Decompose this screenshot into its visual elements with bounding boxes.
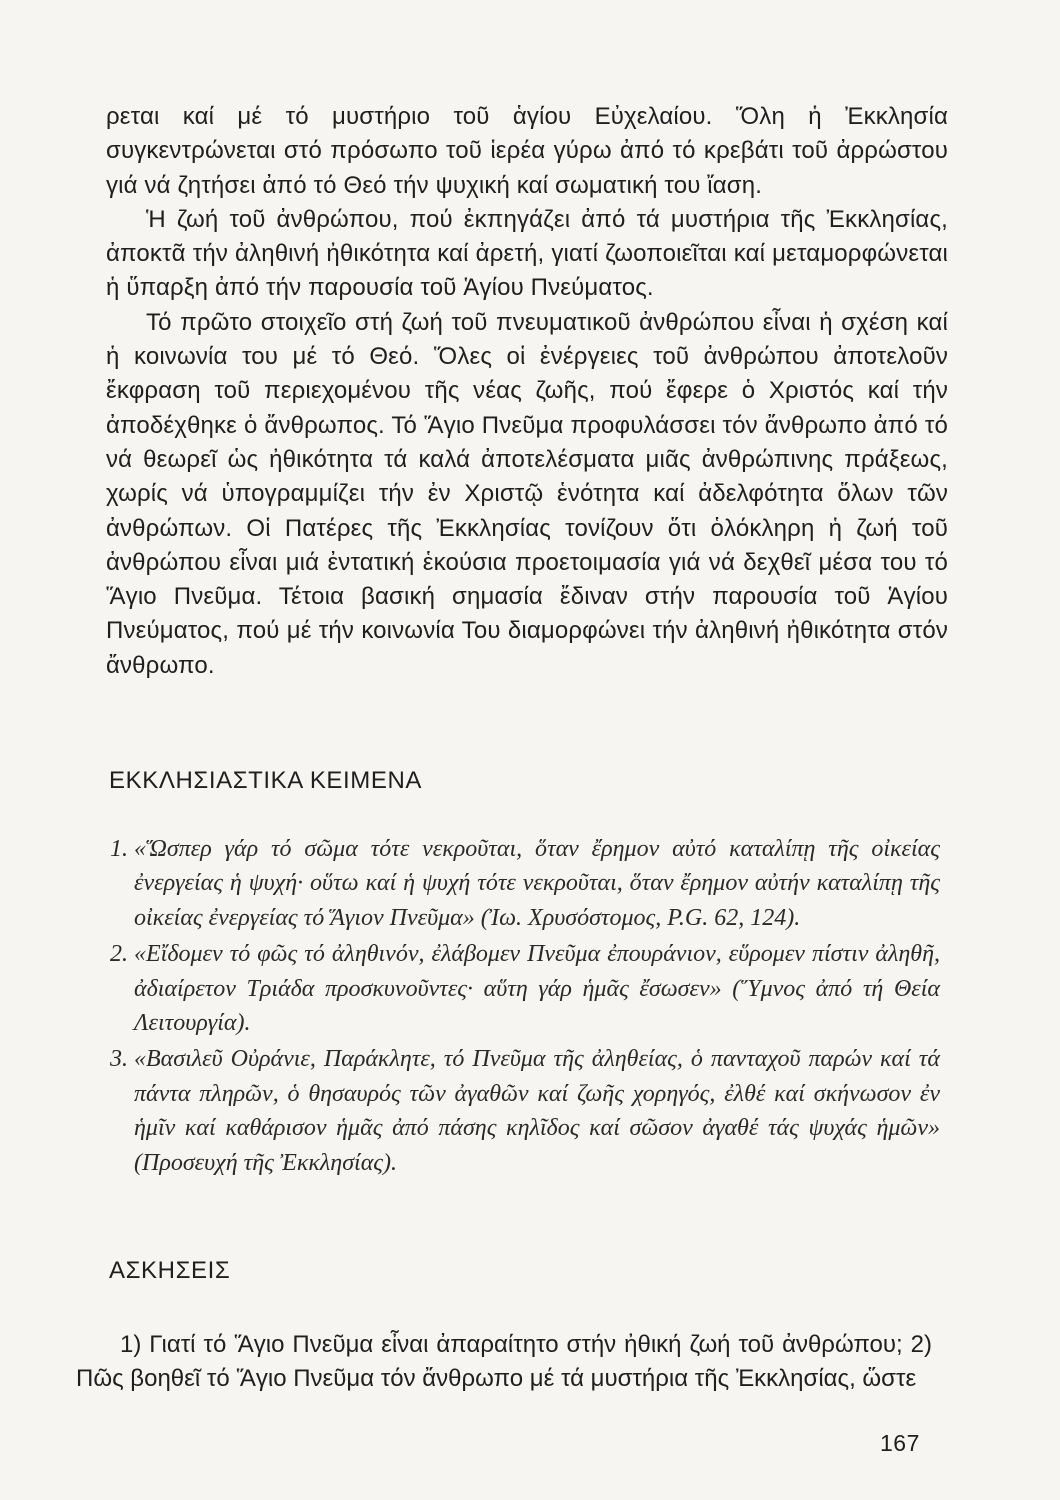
- exercise-paragraph: 1) Γιατί τό Ἅγιο Πνεῦμα εἶναι ἀπαραίτητο στήν ἠθική ζωή τοῦ ἀνθρώπου; 2) Πῶς βοηθεῖ τό Ἅγιο Πνεῦμα τόν ἄνθρωπο μέ τά μυστήρια τῆς Ἐκκλησίας, ὥστε: [76, 1331, 932, 1392]
- quote-item: [110, 1042, 940, 1180]
- quote-text: «Ὥσπερ γάρ τό σῶμα τότε νεκροῦται, ὅταν ἔρημον αὐτό καταλίπῃ τῆς οἰκείας ἐνεργείας ἡ ψυχή· οὕτω καί ἡ ψυχή τότε νεκροῦται, ὅταν ἔρημον αὐτήν καταλίπῃ τῆς οἰκείας ἐνεργείας τό Ἅγιον Πνεῦμα» (Ἰω. Χρυσόστομος, P.G. 62, 124).: [134, 836, 940, 931]
- section-heading-exercises: ΑΣΚΗΣΕΙΣ: [109, 1257, 231, 1284]
- main-text: [106, 100, 948, 683]
- exercises-text: [76, 1328, 932, 1396]
- quote-text: «Βασιλεῦ Οὐράνιε, Παράκλητε, τό Πνεῦμα τῆς ἀληθείας, ὁ πανταχοῦ παρών καί τά πάντα πληρῶν, ὁ θησαυρός τῶν ἀγαθῶν καί ζωῆς χορηγός, ἐλθέ καί σκήνωσον ἐν ἡμῖν καί καθάρισον ἡμᾶς ἀπό πάσης κηλῖδος καί σῶσον ἀγαθέ τάς ψυχάς ἡμῶν» (Προσευχή τῆς Ἐκκλησίας).: [134, 1046, 940, 1176]
- quote-text: «Εἴδομεν τό φῶς τό ἀληθινόν, ἐλάβομεν Πνεῦμα ἐπουράνιον, εὕρομεν πίστιν ἀληθῆ, ἀδιαίρετον Τριάδα προσκυνοῦντες· αὕτη γάρ ἡμᾶς ἔσωσεν» (Ὕμνος ἀπό τή Θεία Λειτουργία).: [134, 941, 940, 1037]
- quote-list: [110, 832, 940, 1182]
- paragraph: Τό πρῶτο στοιχεῖο στή ζωή τοῦ πνευματικοῦ ἀνθρώπου εἶναι ἡ σχέση καί ἡ κοινωνία του μέ τό Θεό. Ὅλες οἱ ἐνέργειες τοῦ ἀνθρώπου ἀποτελοῦν ἔκφραση τοῦ περιεχομένου τῆς νέας ζωῆς, πού ἔφερε ὁ Χριστός καί τήν ἀποδέχθηκε ὁ ἄνθρωπος. Τό Ἅγιο Πνεῦμα προφυλάσσει τόν ἄνθρωπο ἀπό τό νά θεωρεῖ ὡς ἠθικότητα τά καλά ἀποτελέσματα μιᾶς ἀνθρώπινης πράξεως, χωρίς νά ὑπογραμμίζει τήν ἐν Χριστῷ ἑνότητα καί ἀδελφότητα ὅλων τῶν ἀνθρώπων. Οἱ Πατέρες τῆς Ἐκκλησίας τονίζουν ὅτι ὁλόκληρη ἡ ζωή τοῦ ἀνθρώπου εἶναι μιά ἐντατική ἑκούσια προετοιμασία γιά νά δεχθεῖ μέσα του τό Ἅγιο Πνεῦμα. Τέτοια βασική σημασία ἔδιναν στήν παρουσία τοῦ Ἁγίου Πνεύματος, πού μέ τήν κοινωνία Του διαμορφώνει τήν ἀληθινή ἠθικότητα στόν ἄνθρωπο.: [106, 308, 948, 679]
- quote-item: [110, 832, 940, 935]
- page-number: 167: [880, 1430, 920, 1456]
- paragraph: ρεται καί μέ τό μυστήριο τοῦ ἁγίου Εὐχελαίου. Ὅλη ἡ Ἐκκλησία συγκεντρώνεται στό πρόσωπο τοῦ ἱερέα γύρω ἀπό τό κρεβάτι τοῦ ἀρρώστου γιά νά ζητήσει ἀπό τό Θεό τήν ψυχική καί σωματική του ἴαση.: [106, 103, 948, 199]
- paragraph: Ἡ ζωή τοῦ ἀνθρώπου, πού ἐκπηγάζει ἀπό τά μυστήρια τῆς Ἐκκλησίας, ἀποκτᾶ τήν ἀληθινή ἠθικότητα καί ἀρετή, γιατί ζωοποιεῖται καί μεταμορφώνεται ἡ ὕπαρξη ἀπό τήν παρουσία τοῦ Ἁγίου Πνεύματος.: [106, 205, 948, 302]
- quote-number: 2.: [110, 941, 128, 968]
- quote-number: 1.: [110, 836, 128, 862]
- quote-item: [110, 937, 940, 1040]
- section-heading-church-texts: ΕΚΚΛΗΣΙΑΣΤΙΚΑ ΚΕΙΜΕΝΑ: [109, 767, 423, 794]
- quote-number: 3.: [110, 1046, 128, 1073]
